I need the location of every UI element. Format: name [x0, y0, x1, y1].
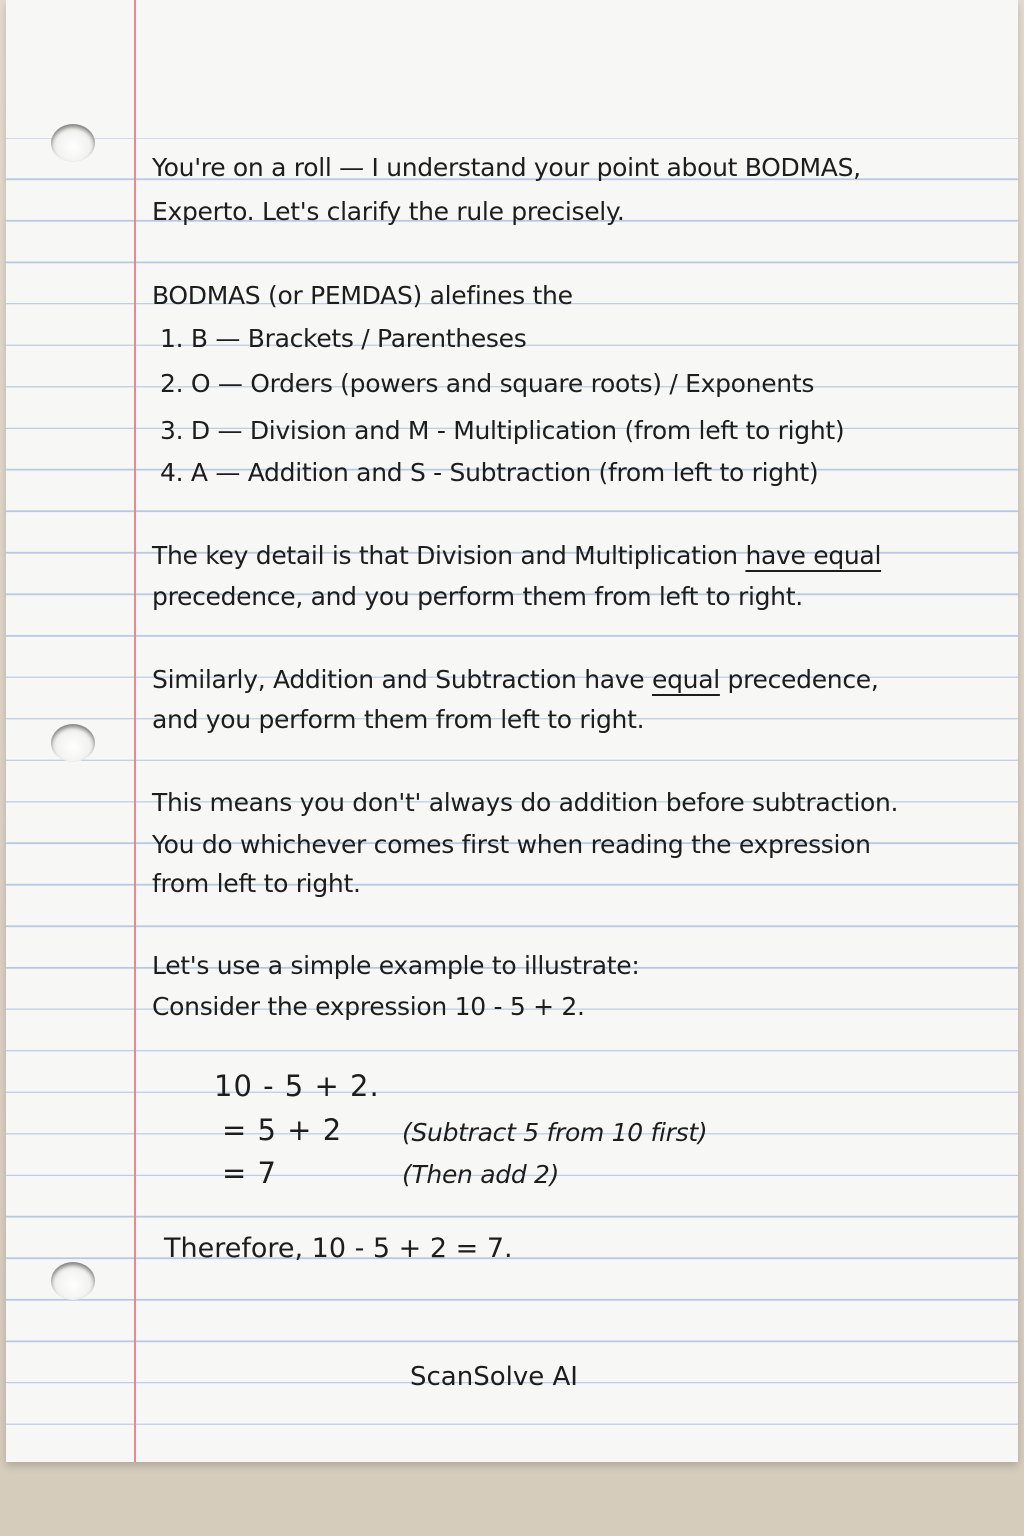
bodmas-heading: BODMAS (or PEMDAS) alefines the — [152, 281, 573, 310]
bodmas-item-addition-subtraction: 4. A — Addition and S - Subtraction (from left to right) — [160, 458, 819, 487]
similarly-line-1 — [152, 664, 879, 696]
key-detail-line-2: precedence, and you perform them from left to right. — [152, 582, 803, 611]
punch-hole-middle — [51, 724, 95, 762]
means-line-3: from left to right. — [152, 869, 361, 898]
example-step-3-note: (Then add 2) — [402, 1160, 560, 1189]
bodmas-item-orders: 2. O — Orders (powers and square roots) / Exponents — [160, 369, 815, 398]
similarly-text-before: Similarly, Addition and Subtraction have — [152, 665, 653, 694]
bodmas-item-division-multiplication: 3. D — Division and M - Multiplication (from left to right) — [160, 416, 845, 445]
key-detail-line-1 — [152, 540, 881, 572]
underlined-equal: equal — [652, 665, 720, 694]
red-margin-line — [134, 0, 136, 1462]
intro-line-1: You're on a roll — I understand your point about BODMAS, — [152, 153, 861, 182]
scansolve-brand-label: ScanSolve AI — [410, 1362, 578, 1392]
bodmas-item-brackets: 1. B — Brackets / Parentheses — [160, 324, 527, 353]
notebook-page — [6, 0, 1018, 1462]
example-step-2-note: (Subtract 5 from 10 first) — [402, 1118, 708, 1147]
example-conclusion: Therefore, 10 - 5 + 2 = 7. — [164, 1233, 513, 1264]
underlined-have-equal: have equal — [745, 541, 882, 570]
intro-line-2: Experto. Let's clarify the rule precisely. — [152, 197, 625, 226]
example-step-1-expression: 10 - 5 + 2. — [214, 1069, 380, 1103]
example-intro-line-2: Consider the expression 10 - 5 + 2. — [152, 992, 585, 1021]
example-intro-line-1: Let's use a simple example to illustrate: — [152, 951, 640, 980]
example-step-3-expression: = 7 — [222, 1156, 277, 1190]
punch-hole-bottom — [51, 1262, 95, 1300]
key-detail-text: The key detail is that Division and Multiplication — [152, 541, 746, 570]
handwritten-content — [152, 0, 1012, 1462]
similarly-line-2: and you perform them from left to right. — [152, 705, 645, 734]
means-line-1: This means you don't' always do addition before subtraction. — [152, 788, 899, 817]
means-line-2: You do whichever comes first when reading the expression — [152, 830, 871, 859]
similarly-text-after: precedence, — [719, 665, 879, 694]
punch-hole-top — [51, 124, 95, 162]
example-step-2-expression: = 5 + 2 — [222, 1113, 343, 1147]
